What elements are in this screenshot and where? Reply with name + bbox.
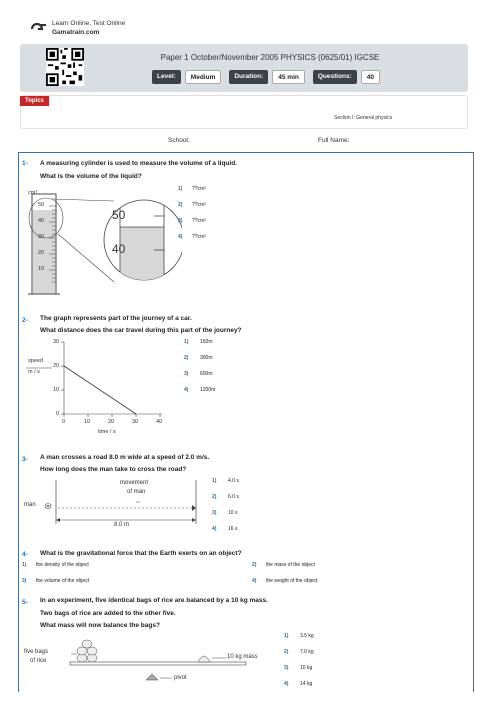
topics-panel [20,95,468,129]
y-tick-label: 30 [53,339,60,345]
full-name-field-label: Full Name: [318,137,350,144]
question-text: What is the volume of the liquid? [40,173,142,180]
paper-title: Paper 1 October/November 2005 PHYSICS (0625/01) IGCSE [160,53,380,62]
option-4[interactable]: 16 s [228,526,238,532]
option-1[interactable]: 150m [200,339,213,345]
y-tick-label: 10 [53,387,60,393]
brand-tagline: Learn Online, Test Online [52,20,126,27]
question-number: 5- [22,599,28,606]
x-tick-label: 20 [108,419,115,425]
option-number: 3) [212,510,217,516]
question-text: In an experiment, five identical bags of rice are balanced by a 10 kg mass. [40,597,268,604]
school-field-label: School: [168,137,190,144]
option-3[interactable]: ??cm³ [192,218,206,224]
option-number: 2) [284,649,289,655]
option-4[interactable]: 1200m [200,387,216,393]
question-text: A measuring cylinder is used to measure the volume of a liquid. [40,160,237,167]
balance-figure [22,634,282,692]
bags-label: of rice [30,658,47,664]
option-3[interactable]: 10 s [228,510,238,516]
questions-value: 40 [361,70,380,84]
question-text: What mass will now balance the bags? [40,622,160,629]
option-3[interactable]: 10 kg [300,665,313,671]
option-number: 2) [252,562,257,568]
option-2[interactable]: ??cm³ [192,202,206,208]
option-number: 2) [212,494,217,500]
questions-label: Questions: [313,70,357,84]
y-axis-unit: m / s [28,369,40,375]
x-tick-label: 10 [84,419,91,425]
option-2[interactable]: 300m [200,355,213,361]
question-text: The graph represents part of the journey of a car. [40,315,192,322]
option-number: 1) [284,633,289,639]
topics-badge[interactable]: Topics [20,96,49,106]
topic-section: Section I: General physics [334,115,393,121]
question-number: 2- [22,317,28,324]
option-1[interactable]: ??cm³ [192,186,206,192]
content-border-left [18,152,19,692]
cylinder-tick-label: 20 [38,250,45,256]
option-4[interactable]: the weight of the object [266,578,318,584]
option-2[interactable]: 7.0 kg [300,649,314,655]
content-border-right [473,152,474,692]
option-number: 4) [212,526,217,532]
man-label: man [24,502,36,508]
gamatrain-logo-icon [30,22,48,36]
cylinder-tick-label: 50 [38,202,45,208]
divider [18,152,473,153]
option-1[interactable]: 4.0 s [228,478,239,484]
zoom-label-lower: 40 [112,242,126,256]
measuring-cylinder-figure [22,184,182,300]
mass-label: 10 kg mass [227,654,258,660]
option-number: 4) [184,387,189,393]
question-number: 1- [22,160,28,167]
y-axis-label: speed [28,358,43,364]
question-text: What is the gravitational force that the Earth exerts on an object? [40,550,242,557]
cylinder-tick-label: 30 [38,234,45,240]
x-axis-label: time / s [98,429,116,435]
option-number: 2) [178,202,183,208]
option-number: 1) [178,186,183,192]
option-3[interactable]: the volume of the object [36,578,90,584]
option-number: 3) [22,578,27,584]
brand-site[interactable]: Gamatrain.com [52,29,100,36]
cylinder-tick-label: 10 [38,266,45,272]
question-text: What distance does the car travel during this part of the journey? [40,327,242,334]
x-tick-label: 40 [156,419,163,425]
movement-label: movement [120,480,149,486]
option-4[interactable]: ??cm³ [192,234,206,240]
y-tick-label: 0 [56,411,60,417]
movement-label: of man [127,489,146,495]
option-2[interactable]: 6.0 s [228,494,239,500]
pivot-label: pivot [174,675,187,681]
option-1[interactable]: the density of the object [36,562,89,568]
option-1[interactable]: 3.5 kg [300,633,314,639]
option-number: 4) [178,234,183,240]
duration-value: 45 min [272,70,305,84]
x-tick-label: 30 [132,419,139,425]
road-width-label: 8.0 m [114,522,130,528]
qr-code-icon [46,48,84,86]
paper-header [20,44,468,92]
option-number: 2) [184,355,189,361]
question-number: 4- [22,551,28,558]
option-number: 1) [212,478,217,484]
option-number: 3) [284,665,289,671]
option-4[interactable]: 14 kg [300,681,313,687]
paper-meta [152,70,384,84]
question-text: How long does the man take to cross the road? [40,466,187,473]
level-label: Level: [152,70,181,84]
option-number: 4) [284,681,289,687]
cylinder-unit-label: cm³ [28,190,38,196]
option-2[interactable]: the mass of the object [266,562,315,568]
level-value: Medium [185,70,222,84]
option-3[interactable]: 600m [200,371,213,377]
option-number: 1) [22,562,27,568]
question-number: 3- [22,456,28,463]
bags-label: five bags [24,649,49,655]
option-number: 3) [178,218,183,224]
option-number: 4) [252,578,257,584]
question-text: Two bags of rice are added to the other five. [40,610,176,617]
question-text: A man crosses a road 8.0 m wide at a speed of 2.0 m/s. [40,454,210,461]
option-number: 3) [184,371,189,377]
option-number: 1) [184,339,189,345]
zoom-label-upper: 50 [112,208,126,222]
x-tick-label: 0 [62,419,66,425]
y-tick-label: 20 [53,363,60,369]
duration-label: Duration: [229,70,268,84]
cylinder-tick-label: 40 [38,218,45,224]
